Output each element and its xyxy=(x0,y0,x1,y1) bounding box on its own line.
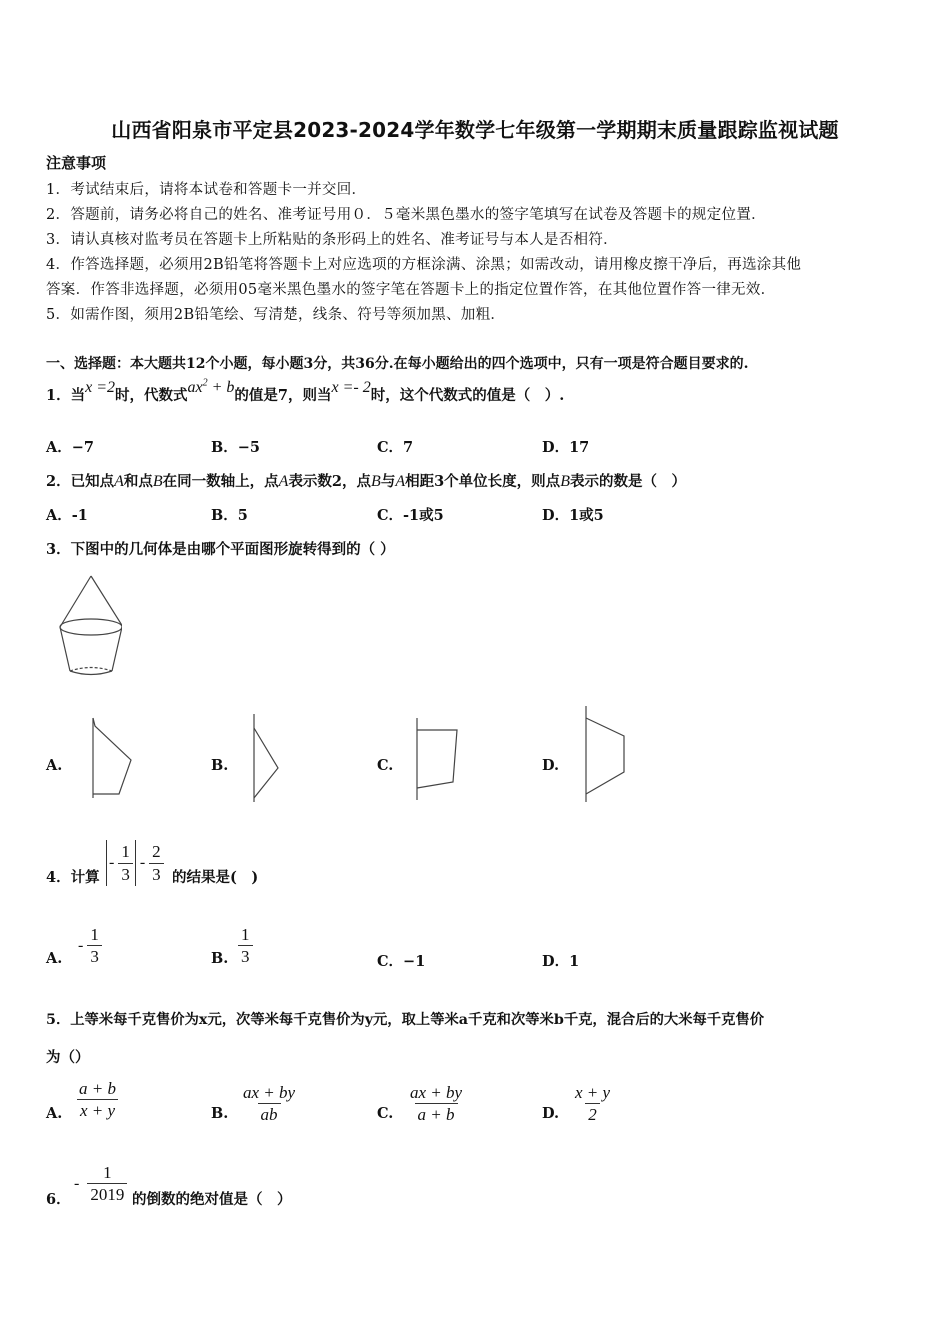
notice-item: 1．考试结束后，请将本试卷和答题卡一并交回． xyxy=(46,182,367,198)
q1-option-a[interactable]: A．−7 xyxy=(46,439,94,456)
denominator: ab xyxy=(258,1103,281,1125)
q3-option-d[interactable]: D. xyxy=(542,757,560,774)
q5-option-a[interactable]: A. xyxy=(46,1105,63,1122)
denominator: 3 xyxy=(238,945,253,967)
q1-text: 的值是7，则当 xyxy=(234,387,332,404)
fraction xyxy=(238,924,253,968)
notice-item: 3．请认真核对监考员在答题卡上所粘贴的条形码上的姓名、准考证号与本人是否相符． xyxy=(46,232,618,248)
q3-option-a[interactable]: A. xyxy=(46,757,63,774)
q4-option-a-value xyxy=(78,924,102,968)
q4-expression xyxy=(106,840,164,886)
q1-math-ax: ax xyxy=(187,379,203,396)
q3-option-c[interactable]: C. xyxy=(377,757,394,774)
denominator: x + y xyxy=(77,1099,118,1121)
question-1 xyxy=(46,377,565,405)
question-2 xyxy=(46,470,686,491)
q3-shape-d xyxy=(580,704,630,804)
q3-shape-b xyxy=(248,712,288,804)
q3-option-b[interactable]: B. xyxy=(211,757,229,774)
q5-option-b-fraction xyxy=(240,1082,298,1126)
solid-figure xyxy=(52,572,122,678)
q1-math-x2: x =- 2 xyxy=(331,379,371,396)
q2-option-c[interactable]: C．-1或5 xyxy=(377,507,444,524)
q4-fraction-1 xyxy=(118,841,133,885)
numerator: ax + by xyxy=(243,1083,296,1102)
numerator: 1 xyxy=(90,925,99,944)
q2-text: 2．已知点 xyxy=(46,473,115,490)
q2-text: 相距3个单位长度，则点 xyxy=(405,473,561,490)
numerator: 1 xyxy=(103,1163,112,1182)
q1-text: 时，这个代数式的值是（ ）. xyxy=(370,387,565,404)
q4-option-c[interactable]: C．−1 xyxy=(377,953,426,970)
q1-text: 1．当 xyxy=(46,387,86,404)
question-3: 3．下图中的几何体是由哪个平面图形旋转得到的（ ） xyxy=(46,541,395,558)
q1-option-b[interactable]: B．−5 xyxy=(211,439,260,456)
q5-option-b[interactable]: B. xyxy=(211,1105,229,1122)
denominator: 2 xyxy=(585,1103,600,1125)
q2-text: 表示的数是（ ） xyxy=(569,473,686,490)
numerator: ax + by xyxy=(410,1083,463,1102)
q4-option-b[interactable]: B. xyxy=(211,950,229,967)
numerator: x + y xyxy=(575,1083,611,1102)
q2-point-a: A xyxy=(395,473,406,490)
q2-option-a[interactable]: A．-1 xyxy=(46,507,88,524)
notice-item: 5．如需作图，须用2B铅笔绘、写清楚，线条、符号等须加黑、加粗． xyxy=(46,307,506,323)
q2-point-b: B xyxy=(560,473,570,490)
q2-text: 表示数2，点 xyxy=(288,473,372,490)
q2-text: 与 xyxy=(380,473,396,490)
notice-item: 2．答题前，请务必将自己的姓名、准考证号用０．５毫米黑色墨水的签字笔填写在试卷及答题卡的规定位置． xyxy=(46,207,766,223)
q6-expression xyxy=(74,1162,127,1206)
q1-option-d[interactable]: D．17 xyxy=(542,439,590,456)
q4-fraction-2 xyxy=(149,841,164,885)
q2-point-a: A xyxy=(114,473,124,490)
q1-math-b: + b xyxy=(207,379,235,396)
q2-point-b: B xyxy=(152,473,163,490)
q1-math-expr xyxy=(188,379,235,396)
q4-option-b-value xyxy=(238,924,253,968)
denominator: 3 xyxy=(87,945,102,967)
q5-option-c-fraction xyxy=(407,1082,465,1126)
q5-option-d[interactable]: D. xyxy=(542,1105,560,1122)
numerator: 1 xyxy=(121,842,130,862)
q5-option-c[interactable]: C. xyxy=(377,1105,394,1122)
q4-text: 的结果是( ) xyxy=(172,869,259,886)
minus-sign: - xyxy=(139,854,146,871)
q6-text: 的倒数的绝对值是（ ） xyxy=(132,1191,292,1208)
minus-sign: - xyxy=(74,1174,80,1192)
q1-option-c[interactable]: C．7 xyxy=(377,439,414,456)
q3-shape-c xyxy=(412,716,464,802)
denominator: 3 xyxy=(118,863,133,885)
q4-label: 4．计算 xyxy=(46,869,100,886)
q2-text: 在同一数轴上，点 xyxy=(162,473,279,490)
denominator: a + b xyxy=(415,1103,458,1125)
q2-option-b[interactable]: B．5 xyxy=(211,507,248,524)
q2-option-d[interactable]: D．1或5 xyxy=(542,507,604,524)
q3-shape-a xyxy=(88,716,138,800)
q5-option-d-fraction xyxy=(572,1082,613,1126)
q2-point-a: A xyxy=(278,473,289,490)
q6-label: 6． xyxy=(46,1191,71,1208)
minus-sign: - xyxy=(109,854,115,871)
numerator: 2 xyxy=(152,842,161,862)
denominator: 2019 xyxy=(87,1183,127,1205)
q2-text: 和点 xyxy=(123,473,153,490)
notice-heading: 注意事项 xyxy=(46,154,107,172)
q1-math-sup: 2 xyxy=(202,377,208,389)
q2-point-b: B xyxy=(371,473,381,490)
notice-item: 4．作答选择题，必须用2B铅笔将答题卡上对应选项的方框涂满、涂黑；如需改动，请用橡皮擦干净后，再选涂其他 xyxy=(46,257,802,273)
q4-option-d[interactable]: D．1 xyxy=(542,953,580,970)
question-5-line1: 5．上等米每千克售价为x元，次等米每千克售价为y元，取上等米a千克和次等米b千克，混合后的大米每千克售价 xyxy=(46,1012,764,1028)
q1-text: 时，代数式 xyxy=(115,387,188,404)
q4-option-a[interactable]: A. xyxy=(46,950,63,967)
section-heading: 一、选择题：本大题共12个小题，每小题3分，共36分.在每小题给出的四个选项中，只有一项是符合题目要求的. xyxy=(46,356,749,372)
fraction xyxy=(87,924,102,968)
abs-value-bars xyxy=(106,840,136,886)
minus-sign: - xyxy=(78,936,84,954)
numerator: 1 xyxy=(241,925,250,944)
numerator: a + b xyxy=(79,1079,116,1098)
notice-item: 答案．作答非选择题，必须用05毫米黑色墨水的签字笔在答题卡上的指定位置作答，在其他位置作答一律无效． xyxy=(46,282,776,298)
q5-option-a-fraction xyxy=(76,1078,119,1122)
q1-math-x: x =2 xyxy=(85,379,115,396)
question-5-line2: 为（） xyxy=(46,1049,90,1066)
denominator: 3 xyxy=(149,863,164,885)
page-title: 山西省阳泉市平定县2023-2024学年数学七年级第一学期期末质量跟踪监视试题 xyxy=(111,118,839,142)
